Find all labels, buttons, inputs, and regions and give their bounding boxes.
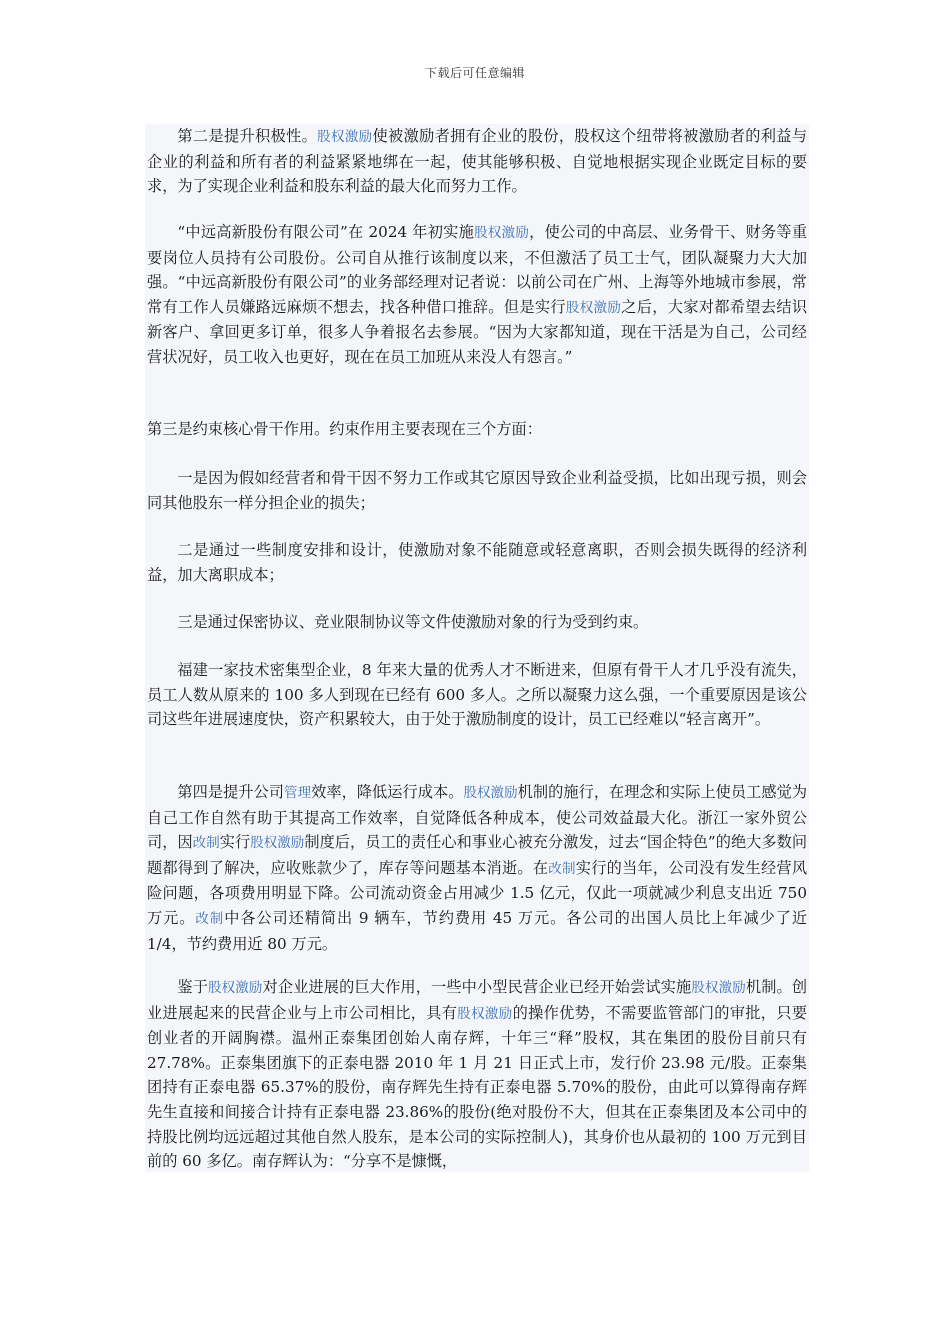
inline-link[interactable]: 管理	[284, 785, 312, 801]
inline-link[interactable]: 股权激励	[250, 835, 305, 852]
paragraph-9	[145, 975, 809, 1174]
paragraph-text: ，使公司的中高层、业务骨干、财务等重要岗位人员持有公司股份。公司自从推行该制度以来，不但激活了员工士气，团队凝聚力大大加强。“中远高新股份有限公司”的业务部经理对记者说：以前公司在广州、上海等外地城市参展，常常有工作人员嫌路远麻烦不想去，找各种借口推辞。但是实行	[147, 223, 808, 316]
inline-link[interactable]: 股权激励	[565, 299, 622, 316]
paragraph-7	[145, 658, 809, 732]
paragraph-text: 第三是约束核心骨干作用。约束作用主要表现在三个方面：	[147, 420, 542, 438]
paragraph-5	[145, 538, 809, 587]
paragraph-1	[145, 124, 809, 199]
paragraph-text: 实行	[219, 833, 251, 852]
paragraph-text: 实行的当年，公司没有发生经营风险问题，各项费用明显下降。公司流动资金占用减少 1.5 亿元，仅此一项就减少利息支出近 750 万元。	[147, 858, 808, 927]
paragraph-text: 三是通过保密协议、竞业限制协议等文件使激励对象的行为受到约束。	[177, 613, 649, 631]
paragraph-text: 福建一家技术密集型企业，8 年来大量的优秀人才不断进来，但原有骨干人才几乎没有流失，员工人数从原来的 100 多人到现在已经有 600 多人。之所以凝聚力这么强，一个重要原因是该公司这些年进展速度快，资产积累较大，由于处于激励制度的设计，员工已经难以“轻言离开”。	[147, 661, 807, 729]
paragraph-text: 效率，降低运行成本。	[311, 783, 464, 801]
paragraph-text: 第二是提升积极性。	[177, 127, 318, 145]
paragraph-text: 的操作优势，不需要监管部门的审批，只要创业者的开阔胸襟。温州正泰集团创始人南存辉，十年三“释”股权，其在集团的股份目前只有 27.78%。正泰集团旗下的正泰电器 2010 年 1 月 21 日正式上市，发行价 23.98 元/股。正泰集团持有正泰电器 65.37%的股份，南存辉先生持有正泰电器 5.70%的股份，由此可以算得南存辉先生直接和间接合计持有正泰电器 23.86%的股份(绝对股份不大，但其在正泰集团及本公司中的持股比例均远远超过其他自然人股东，是本公司的实际控制人)，其身价也从最初的 100 万元到目前的 60 多亿。南存辉认为：“分享不是慷慨，	[147, 1003, 808, 1171]
paragraph-text: 机制的施行，在理念和实际上使员工感觉为自己工作自然有助于其提高工作效率，自觉降低各种成本，使公司效益最大化。浙江一家外贸公司，因	[147, 783, 808, 852]
paragraph-text: 使被激励者拥有企业的股份，股权这个纽带将被激励者的利益与企业的利益和所有者的利益紧紧地绑在一起，使其能够积极、自觉地根据实现企业既定目标的要求，为了实现企业利益和股东利益的最大化而努力工作。	[147, 127, 808, 196]
paragraph-6	[145, 610, 809, 635]
paragraph-3	[145, 417, 809, 442]
inline-link[interactable]: 改制	[192, 835, 220, 852]
inline-link[interactable]: 股权激励	[691, 980, 746, 996]
paragraph-text: 机制。创业进展起来的民营企业与上市公司相比，具有	[147, 978, 808, 1022]
inline-link[interactable]: 股权激励	[317, 129, 373, 145]
inline-link[interactable]: 股权激励	[208, 980, 263, 996]
paragraph-text: 之后，大家对都希望去结识新客户、拿回更多订单，很多人争着报名去参展。“因为大家都知道，现在干活是为自己，公司经营状况好，员工收入也更好，现在在员工加班从来没人有怨言。”	[147, 297, 808, 366]
inline-link[interactable]: 改制	[195, 910, 225, 927]
paragraph-8	[145, 780, 809, 956]
paragraph-text: 鉴于	[177, 978, 209, 996]
paragraph-text: 第四是提升公司	[177, 783, 285, 801]
paragraph-text: 对企业进展的巨大作用，一些中小型民营企业已经开始尝试实施	[262, 978, 692, 996]
inline-link[interactable]: 股权激励	[463, 785, 518, 801]
inline-link[interactable]: 改制	[548, 860, 576, 877]
inline-link[interactable]: 股权激励	[474, 225, 530, 241]
paragraph-text: 中各公司还精简出 9 辆车，节约费用 45 万元。各公司的出国人员比上年减少了近 1/4，节约费用近 80 万元。	[147, 908, 808, 953]
inline-link[interactable]: 股权激励	[457, 1005, 513, 1022]
page-header: 下载后可任意编辑	[424, 66, 525, 80]
paragraph-2	[145, 220, 809, 370]
paragraph-text: 制度后，员工的责任心和事业心被充分激发，过去“国企特色”的绝大多数问题都得到了解决，应收账款少了，库存等问题基本消逝。在	[147, 833, 808, 877]
document-body	[145, 124, 809, 1172]
paragraph-4	[145, 466, 809, 515]
paragraph-text: “中远高新股份有限公司”在 2024 年初实施	[177, 223, 475, 241]
paragraph-text: 一是因为假如经营者和骨干因不努力工作或其它原因导致企业利益受损，比如出现亏损，则会同其他股东一样分担企业的损失；	[147, 469, 807, 512]
paragraph-text: 二是通过一些制度安排和设计，使激励对象不能随意或轻意离职，否则会损失既得的经济利益，加大离职成本；	[147, 541, 807, 584]
